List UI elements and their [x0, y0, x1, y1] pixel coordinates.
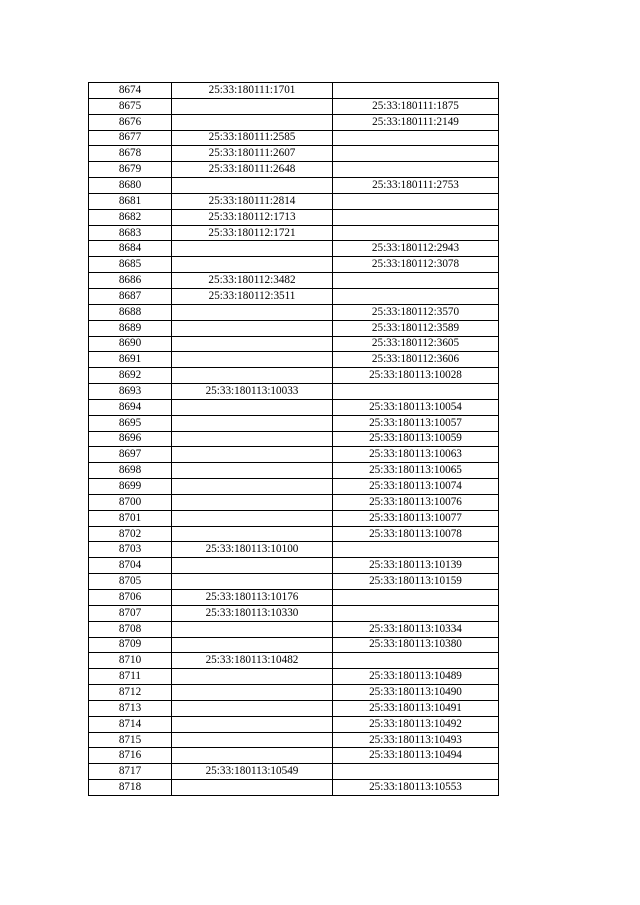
cadastral-number-cell-b: [333, 209, 499, 225]
row-number-cell: 8674: [89, 83, 172, 99]
table-row: [89, 415, 499, 431]
table-row: [89, 463, 499, 479]
cadastral-number-cell-b: 25:33:180113:10074: [333, 479, 499, 495]
row-number-cell: 8681: [89, 193, 172, 209]
row-number-cell: 8690: [89, 336, 172, 352]
row-number-cell: 8686: [89, 273, 172, 289]
cadastral-number-cell-b: [333, 653, 499, 669]
table-row: [89, 605, 499, 621]
cadastral-number-cell-a: [172, 336, 333, 352]
row-number-cell: 8691: [89, 352, 172, 368]
cadastral-number-cell-b: 25:33:180113:10380: [333, 637, 499, 653]
table-row: [89, 716, 499, 732]
cadastral-number-cell-a: 25:33:180111:2607: [172, 146, 333, 162]
cadastral-number-table: [88, 82, 499, 796]
row-number-cell: 8698: [89, 463, 172, 479]
cadastral-number-cell-b: [333, 146, 499, 162]
cadastral-number-cell-b: 25:33:180113:10059: [333, 431, 499, 447]
table-row: [89, 273, 499, 289]
row-number-cell: 8709: [89, 637, 172, 653]
cadastral-number-cell-b: 25:33:180113:10077: [333, 510, 499, 526]
table-row: [89, 685, 499, 701]
row-number-cell: 8685: [89, 257, 172, 273]
cadastral-number-cell-a: [172, 241, 333, 257]
table-row: [89, 399, 499, 415]
cadastral-number-cell-a: [172, 732, 333, 748]
cadastral-number-cell-a: [172, 304, 333, 320]
cadastral-number-cell-b: 25:33:180112:3589: [333, 320, 499, 336]
cadastral-number-cell-a: [172, 685, 333, 701]
cadastral-number-cell-a: [172, 447, 333, 463]
cadastral-number-cell-b: 25:33:180113:10494: [333, 748, 499, 764]
cadastral-number-cell-a: [172, 368, 333, 384]
cadastral-number-cell-b: 25:33:180113:10159: [333, 574, 499, 590]
table-row: [89, 193, 499, 209]
cadastral-number-cell-b: [333, 130, 499, 146]
cadastral-number-cell-b: 25:33:180112:3606: [333, 352, 499, 368]
cadastral-number-cell-a: [172, 352, 333, 368]
row-number-cell: 8710: [89, 653, 172, 669]
row-number-cell: 8699: [89, 479, 172, 495]
table-row: [89, 225, 499, 241]
table-row: [89, 653, 499, 669]
cadastral-number-cell-b: [333, 83, 499, 99]
table-row: [89, 510, 499, 526]
cadastral-number-cell-a: 25:33:180111:2585: [172, 130, 333, 146]
cadastral-number-cell-b: 25:33:180112:3605: [333, 336, 499, 352]
table-row: [89, 748, 499, 764]
table-row: [89, 257, 499, 273]
row-number-cell: 8700: [89, 494, 172, 510]
cadastral-number-cell-a: [172, 463, 333, 479]
row-number-cell: 8715: [89, 732, 172, 748]
row-number-cell: 8718: [89, 780, 172, 796]
table-row: [89, 637, 499, 653]
cadastral-number-cell-a: 25:33:180112:3482: [172, 273, 333, 289]
table-row: [89, 368, 499, 384]
cadastral-number-cell-a: [172, 479, 333, 495]
cadastral-number-cell-a: [172, 716, 333, 732]
row-number-cell: 8695: [89, 415, 172, 431]
cadastral-number-cell-b: 25:33:180113:10489: [333, 669, 499, 685]
row-number-cell: 8683: [89, 225, 172, 241]
cadastral-number-cell-a: 25:33:180112:1721: [172, 225, 333, 241]
table-row: [89, 621, 499, 637]
cadastral-number-cell-b: [333, 542, 499, 558]
row-number-cell: 8701: [89, 510, 172, 526]
table-body: [89, 83, 499, 796]
table-row: [89, 700, 499, 716]
row-number-cell: 8676: [89, 114, 172, 130]
cadastral-number-cell-a: 25:33:180111:2814: [172, 193, 333, 209]
cadastral-number-cell-b: 25:33:180113:10491: [333, 700, 499, 716]
cadastral-number-cell-b: 25:33:180113:10076: [333, 494, 499, 510]
cadastral-number-cell-b: [333, 764, 499, 780]
cadastral-number-cell-b: 25:33:180113:10139: [333, 558, 499, 574]
cadastral-number-cell-a: [172, 621, 333, 637]
cadastral-number-cell-b: 25:33:180111:1875: [333, 98, 499, 114]
table-row: [89, 209, 499, 225]
cadastral-number-cell-a: 25:33:180113:10033: [172, 384, 333, 400]
row-number-cell: 8713: [89, 700, 172, 716]
cadastral-number-cell-b: 25:33:180113:10065: [333, 463, 499, 479]
cadastral-number-cell-a: 25:33:180113:10549: [172, 764, 333, 780]
cadastral-number-cell-b: 25:33:180113:10553: [333, 780, 499, 796]
row-number-cell: 8705: [89, 574, 172, 590]
table-row: [89, 83, 499, 99]
cadastral-number-cell-a: 25:33:180113:10482: [172, 653, 333, 669]
cadastral-number-cell-b: 25:33:180112:3078: [333, 257, 499, 273]
row-number-cell: 8697: [89, 447, 172, 463]
cadastral-number-cell-b: 25:33:180113:10334: [333, 621, 499, 637]
cadastral-number-cell-b: 25:33:180113:10054: [333, 399, 499, 415]
table-row: [89, 304, 499, 320]
table-row: [89, 479, 499, 495]
cadastral-number-cell-a: [172, 748, 333, 764]
table-row: [89, 178, 499, 194]
cadastral-number-cell-a: [172, 431, 333, 447]
table-row: [89, 526, 499, 542]
row-number-cell: 8712: [89, 685, 172, 701]
row-number-cell: 8684: [89, 241, 172, 257]
row-number-cell: 8702: [89, 526, 172, 542]
table-row: [89, 558, 499, 574]
table-row: [89, 780, 499, 796]
cadastral-number-cell-b: 25:33:180113:10028: [333, 368, 499, 384]
table-row: [89, 352, 499, 368]
table-row: [89, 447, 499, 463]
cadastral-number-cell-a: [172, 415, 333, 431]
table-row: [89, 669, 499, 685]
cadastral-number-cell-a: 25:33:180113:10330: [172, 605, 333, 621]
cadastral-number-cell-b: [333, 384, 499, 400]
cadastral-number-cell-a: 25:33:180111:2648: [172, 162, 333, 178]
cadastral-number-cell-a: [172, 574, 333, 590]
table-row: [89, 542, 499, 558]
row-number-cell: 8717: [89, 764, 172, 780]
cadastral-number-cell-b: [333, 193, 499, 209]
row-number-cell: 8714: [89, 716, 172, 732]
table-row: [89, 146, 499, 162]
row-number-cell: 8704: [89, 558, 172, 574]
cadastral-number-cell-a: [172, 399, 333, 415]
cadastral-number-cell-b: 25:33:180113:10493: [333, 732, 499, 748]
cadastral-number-cell-a: [172, 780, 333, 796]
row-number-cell: 8703: [89, 542, 172, 558]
table-row: [89, 162, 499, 178]
table-row: [89, 590, 499, 606]
row-number-cell: 8716: [89, 748, 172, 764]
cadastral-number-cell-a: [172, 494, 333, 510]
cadastral-number-cell-b: 25:33:180113:10490: [333, 685, 499, 701]
table-row: [89, 288, 499, 304]
cadastral-number-cell-a: [172, 700, 333, 716]
row-number-cell: 8688: [89, 304, 172, 320]
row-number-cell: 8677: [89, 130, 172, 146]
cadastral-number-cell-b: [333, 225, 499, 241]
row-number-cell: 8680: [89, 178, 172, 194]
cadastral-number-cell-b: 25:33:180112:2943: [333, 241, 499, 257]
cadastral-number-cell-a: 25:33:180112:1713: [172, 209, 333, 225]
cadastral-number-cell-a: 25:33:180113:10176: [172, 590, 333, 606]
row-number-cell: 8696: [89, 431, 172, 447]
row-number-cell: 8707: [89, 605, 172, 621]
row-number-cell: 8682: [89, 209, 172, 225]
cadastral-number-cell-a: 25:33:180113:10100: [172, 542, 333, 558]
table-row: [89, 114, 499, 130]
row-number-cell: 8708: [89, 621, 172, 637]
cadastral-number-cell-a: [172, 114, 333, 130]
cadastral-number-cell-a: 25:33:180112:3511: [172, 288, 333, 304]
cadastral-number-cell-a: [172, 98, 333, 114]
row-number-cell: 8706: [89, 590, 172, 606]
row-number-cell: 8687: [89, 288, 172, 304]
table-row: [89, 732, 499, 748]
cadastral-number-cell-b: 25:33:180111:2149: [333, 114, 499, 130]
table-row: [89, 494, 499, 510]
table-row: [89, 384, 499, 400]
cadastral-number-cell-a: [172, 669, 333, 685]
cadastral-number-cell-b: 25:33:180112:3570: [333, 304, 499, 320]
table-row: [89, 574, 499, 590]
cadastral-number-cell-a: [172, 178, 333, 194]
table-row: [89, 320, 499, 336]
row-number-cell: 8711: [89, 669, 172, 685]
cadastral-number-cell-a: [172, 526, 333, 542]
cadastral-number-cell-b: 25:33:180113:10078: [333, 526, 499, 542]
cadastral-number-cell-a: [172, 510, 333, 526]
row-number-cell: 8675: [89, 98, 172, 114]
cadastral-number-cell-b: 25:33:180113:10063: [333, 447, 499, 463]
row-number-cell: 8678: [89, 146, 172, 162]
cadastral-number-cell-b: [333, 605, 499, 621]
cadastral-number-cell-b: [333, 162, 499, 178]
table-row: [89, 431, 499, 447]
table-row: [89, 130, 499, 146]
cadastral-number-cell-b: 25:33:180113:10492: [333, 716, 499, 732]
row-number-cell: 8693: [89, 384, 172, 400]
cadastral-number-cell-b: 25:33:180111:2753: [333, 178, 499, 194]
cadastral-number-cell-b: [333, 590, 499, 606]
row-number-cell: 8692: [89, 368, 172, 384]
table-row: [89, 336, 499, 352]
cadastral-number-cell-a: [172, 320, 333, 336]
row-number-cell: 8694: [89, 399, 172, 415]
cadastral-number-cell-a: 25:33:180111:1701: [172, 83, 333, 99]
cadastral-number-cell-a: [172, 558, 333, 574]
table-row: [89, 98, 499, 114]
cadastral-number-cell-a: [172, 637, 333, 653]
table-row: [89, 764, 499, 780]
row-number-cell: 8689: [89, 320, 172, 336]
cadastral-number-cell-b: [333, 273, 499, 289]
row-number-cell: 8679: [89, 162, 172, 178]
cadastral-number-cell-a: [172, 257, 333, 273]
cadastral-number-cell-b: [333, 288, 499, 304]
cadastral-number-cell-b: 25:33:180113:10057: [333, 415, 499, 431]
table-row: [89, 241, 499, 257]
